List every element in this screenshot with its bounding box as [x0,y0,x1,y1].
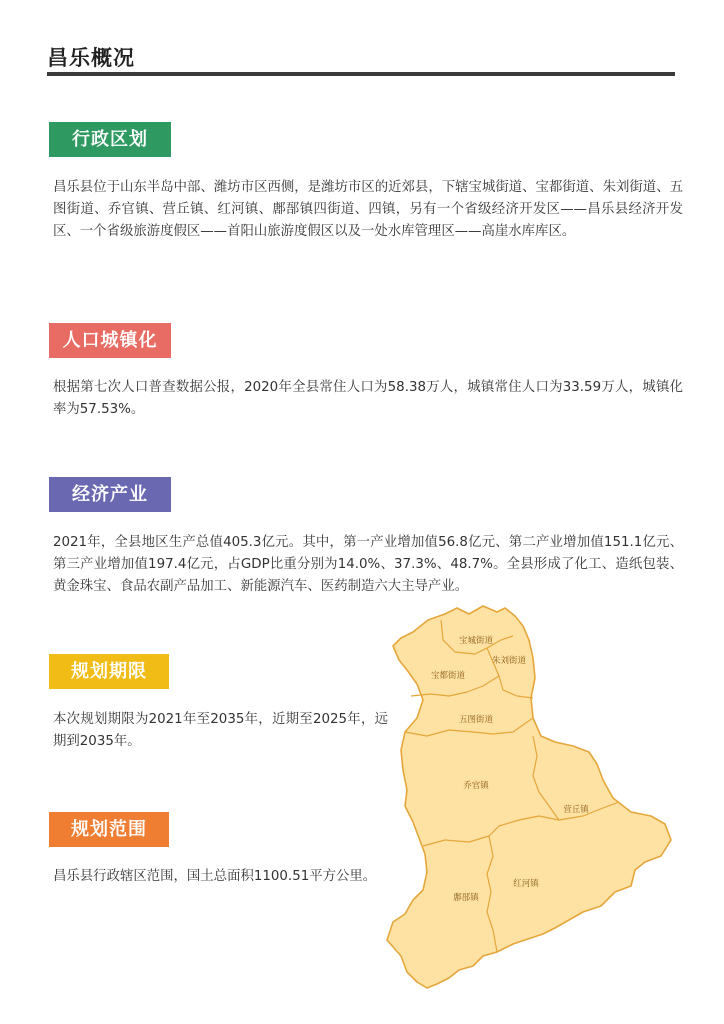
map-label-baocheng: 宝城街道 [458,636,494,646]
map-label-baodu: 宝都街道 [430,671,466,681]
section-tag-scope: 规划范围 [49,812,169,847]
map-label-hongan: 红河镇 [513,879,539,889]
title-divider [47,72,675,76]
section-text-period: 本次规划期限为2021年至2035年，近期至2025年，远期到2035年。 [53,712,388,749]
map-label-zhuliu: 朱刘街道 [491,656,527,666]
section-tag-economy: 经济产业 [49,477,171,512]
section-text-scope: 昌乐县行政辖区范围，国土总面积1100.51平方公里。 [53,869,377,884]
section-tag-population: 人口城镇化 [49,323,171,358]
map-label-tangwu: 鄌郚镇 [453,893,479,903]
map-label-wutu: 五图街道 [458,715,494,725]
section-tag-admin: 行政区划 [49,122,171,157]
section-text-population: 根据第七次人口普查数据公报，2020年全县常住人口为58.38万人，城镇常住人口为33.59万人，城镇化率为57.53%。 [53,380,683,417]
page-title: 昌乐概况 [47,46,135,70]
county-map [383,600,675,995]
section-text-economy: 2021年，全县地区生产总值405.3亿元。其中，第一产业增加值56.8亿元、第二产业增加值151.1亿元、第三产业增加值197.4亿元，占GDP比重分别为14.0%、37.3%、48.7%。全县形成了化工、造纸包装、黄金珠宝、食品农副产品加工、新能源汽车、医药制造六大主导产业。 [53,535,683,594]
section-text-admin: 昌乐县位于山东半岛中部、潍坊市区西侧，是潍坊市区的近郊县，下辖宝城街道、宝都街道、朱刘街道、五图街道、乔官镇、营丘镇、红河镇、鄌郚镇四街道、四镇，另有一个省级经济开发区——昌乐县经济开发区、一个省级旅游度假区——首阳山旅游度假区以及一处水库管理区——高崖水库库区。 [53,180,683,239]
map-label-yingqiu: 营丘镇 [563,805,589,815]
map-outline [387,606,671,988]
section-tag-period: 规划期限 [49,654,169,689]
map-label-qiaoguan: 乔官镇 [463,781,489,791]
